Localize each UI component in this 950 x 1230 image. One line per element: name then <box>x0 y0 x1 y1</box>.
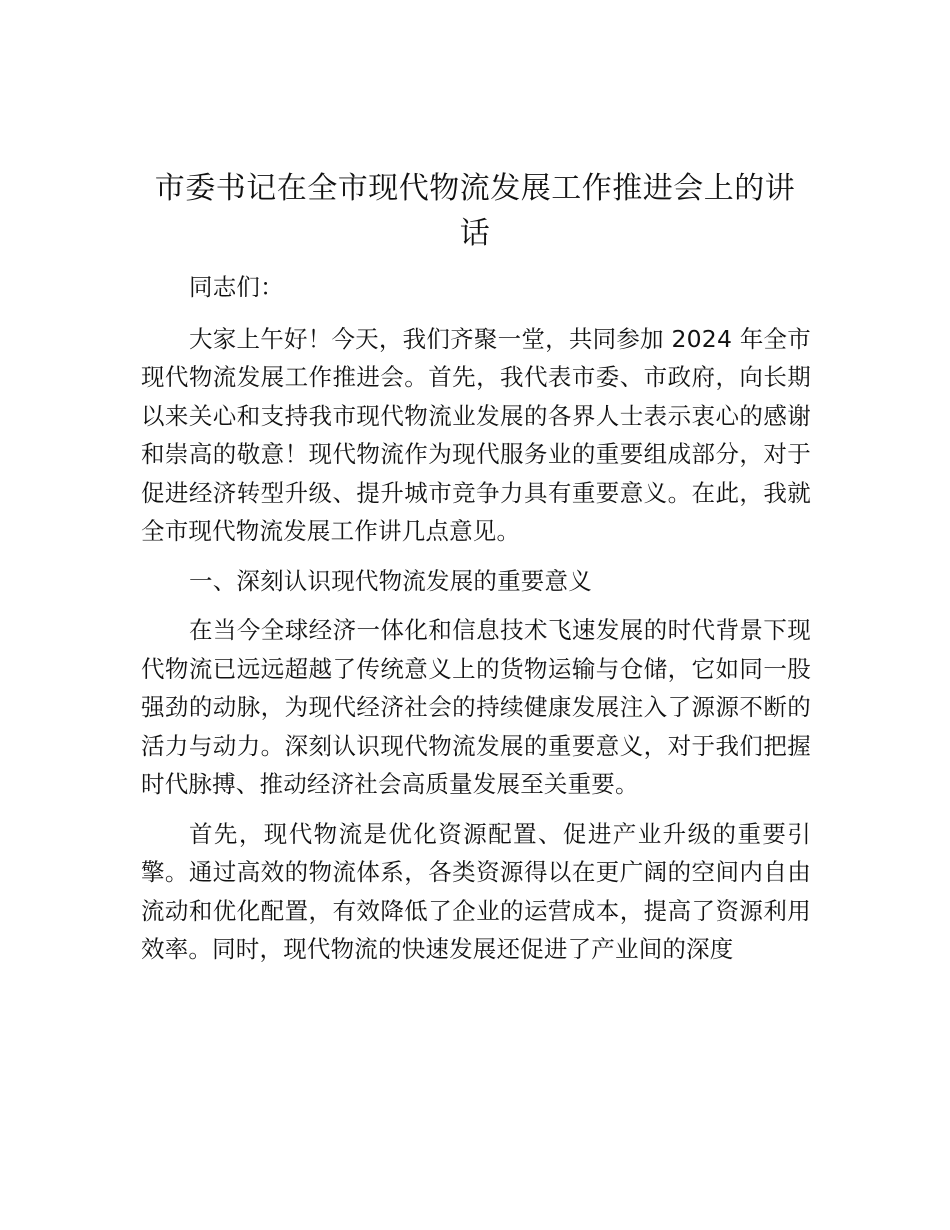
document-title: 市委书记在全市现代物流发展工作推进会上的讲话 <box>154 171 796 251</box>
section-heading-1: 一、深刻认识现代物流发展的重要意义 <box>189 566 592 595</box>
greeting: 同志们： <box>189 273 284 301</box>
document-body <box>141 268 811 980</box>
paragraph-significance: 在当今全球经济一体化和信息技术飞速发展的时代背景下现代物流已远远超越了传统意义上的货物运输与仓储，它如同一股强劲的动脉，为现代经济社会的持续健康发展注入了源源不断的活力与动力。深刻认识现代物流发展的重要意义，对于我们把握时代脉搏、推动经济社会高质量发展至关重要。 <box>141 616 811 798</box>
paragraph-first-point: 首先，现代物流是优化资源配置、促进产业升级的重要引擎。通过高效的物流体系，各类资源得以在更广阔的空间内自由流动和优化配置，有效降低了企业的运营成本，提高了资源利用效率。同时，现代物流的快速发展还促进了产业间的深度 <box>141 819 811 963</box>
paragraph-opening: 大家上午好！今天，我们齐聚一堂，共同参加 2024 年全市现代物流发展工作推进会。首先，我代表市委、市政府，向长期以来关心和支持我市现代物流业发展的各界人士表示衷心的感谢和崇高的敬意！现代物流作为现代服务业的重要组成部分，对于促进经济转型升级、提升城市竞争力具有重要意义。在此，我就全市现代物流发展工作讲几点意见。 <box>141 324 811 545</box>
